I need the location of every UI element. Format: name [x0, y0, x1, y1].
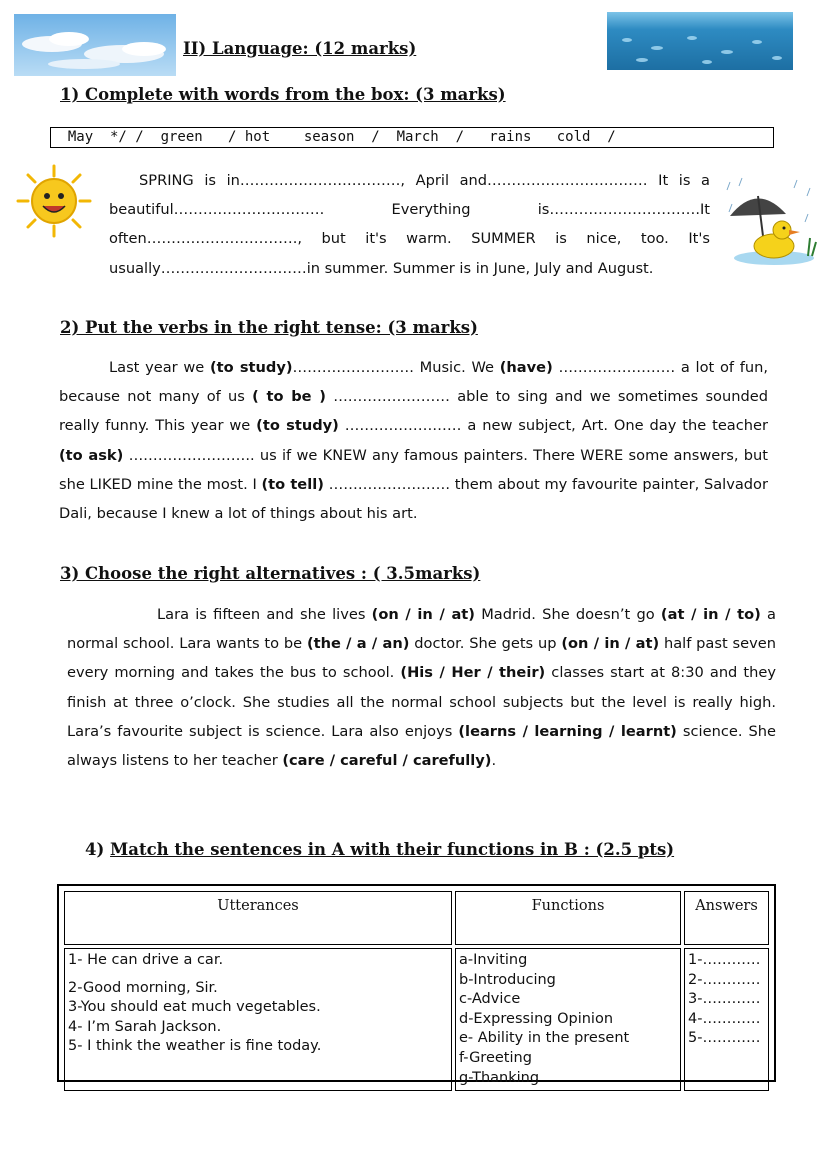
function-item: b-Introducing	[459, 971, 556, 988]
word-box: May */ / green / hot season / March / rains cold /	[50, 127, 774, 148]
verb-text: …………………… a lot of fun, because not many of us	[59, 359, 769, 406]
alternative-prompt: (on / in / at)	[371, 606, 475, 623]
function-item: d-Expressing Opinion	[459, 1010, 614, 1027]
section-4-number: 4)	[85, 840, 111, 859]
matching-table-frame	[57, 884, 776, 1086]
rain-water-image	[607, 12, 793, 70]
functions-cell	[455, 948, 681, 1091]
matching-table	[61, 888, 772, 1094]
sun-icon	[16, 164, 92, 238]
function-item: c-Advice	[459, 991, 521, 1008]
verb-text: ……………………. them about my favourite painter, Salvador Dali, because I knew a lot of things about his art.	[59, 475, 768, 523]
verb-prompt: (to tell)	[261, 475, 324, 493]
utterance-item: 4- I’m Sarah Jackson.	[68, 1018, 222, 1035]
alternative-text: doctor. She gets up	[409, 635, 562, 653]
section-2-heading: 2) Put the verbs in the right tense: (3 marks)	[60, 318, 478, 337]
utterance-item: 3-You should eat much vegetables.	[68, 999, 321, 1016]
section-1-heading: 1) Complete with words from the box: (3 marks)	[60, 85, 506, 104]
verb-prompt: (to ask)	[59, 446, 124, 464]
section-4-heading	[85, 840, 674, 859]
alternative-prompt: (on / in / at)	[561, 635, 660, 653]
column-header-answers: Answers	[684, 891, 769, 945]
answer-blank[interactable]: 4-…………	[688, 1010, 761, 1027]
verb-text: …………………….. us if we KNEW any famous painters. There WERE some answers, but she LIKED mine the most. I	[59, 446, 768, 493]
answer-blank[interactable]: 1-…………	[688, 952, 761, 968]
table-header-row	[64, 891, 769, 945]
clouds-image	[14, 14, 176, 76]
table-row	[64, 948, 769, 1091]
alternative-text: a normal school. Lara wants to be	[67, 606, 776, 653]
utterance-item: 2-Good morning, Sir.	[68, 979, 218, 996]
section-3-heading: 3) Choose the right alternatives : ( 3.5marks)	[60, 564, 481, 583]
alternative-text: .	[491, 752, 497, 770]
function-item: f-Greeting	[459, 1049, 532, 1066]
alternative-text: classes start at 8:30 and they finish at three o’clock. She studies all the normal school subjects but the level is really high. Lara’s favourite subject is science. Lara also enjoys	[67, 664, 776, 740]
page-title: II) Language: (12 marks)	[183, 39, 417, 58]
alternative-prompt: (at / in / to)	[660, 606, 761, 623]
section-4-title: Match the sentences in A with their functions in B : (2.5 pts)	[110, 840, 675, 859]
utterance-item: 5- I think the weather is fine today.	[68, 1038, 322, 1055]
alternative-text: Lara is fifteen and she lives	[157, 606, 372, 623]
section-2-paragraph	[59, 353, 768, 528]
function-item: a-Inviting	[459, 952, 528, 968]
function-item: g-Thanking	[459, 1069, 540, 1086]
answers-cell	[684, 948, 769, 1091]
answer-blank[interactable]: 2-…………	[688, 971, 761, 988]
function-item: e- Ability in the present	[459, 1030, 630, 1047]
alternative-prompt: (care / careful / carefully)	[282, 752, 492, 770]
utterance-item: 1- He can drive a car.	[68, 952, 224, 968]
alternative-prompt: (His / Her / their)	[400, 664, 546, 682]
section-3-paragraph	[67, 600, 776, 775]
alternative-prompt: (learns / learning / learnt)	[458, 722, 677, 740]
utterances-cell	[64, 948, 452, 1091]
verb-text: …………………… able to sing and we sometimes sounded really funny. This year we	[59, 388, 768, 435]
verb-text: …………………… a new subject, Art. One day the teacher	[338, 417, 768, 435]
column-header-functions: Functions	[455, 891, 681, 945]
alternative-prompt: (the / a / an)	[306, 635, 410, 653]
alternative-text: half past seven every morning and takes the bus to school.	[67, 635, 776, 682]
answer-blank[interactable]: 3-…………	[688, 991, 761, 1008]
verb-prompt: ( to be )	[252, 388, 326, 406]
section-1-paragraph: SPRING is in……………………………, April and…………………………… It is a beautiful…………………………. Everything is………………………….It often…………………………., but it's warm. SUMMER is nice, too. It's usually…………………………in summer. Summer is in June, July and August.	[109, 172, 710, 277]
answer-blank[interactable]: 5-…………	[688, 1030, 761, 1047]
alternative-text: Madrid. She doesn’t go	[474, 606, 661, 623]
verb-prompt: (to study)	[210, 359, 293, 376]
verb-text: ……………………. Music. We	[292, 359, 500, 376]
alternative-text: science. She always listens to her teacher	[67, 722, 776, 770]
column-header-utterances: Utterances	[64, 891, 452, 945]
verb-text: Last year we	[109, 359, 210, 376]
duck-umbrella-icon	[722, 174, 818, 268]
verb-prompt: (to study)	[256, 417, 339, 435]
verb-prompt: (have)	[499, 359, 553, 376]
